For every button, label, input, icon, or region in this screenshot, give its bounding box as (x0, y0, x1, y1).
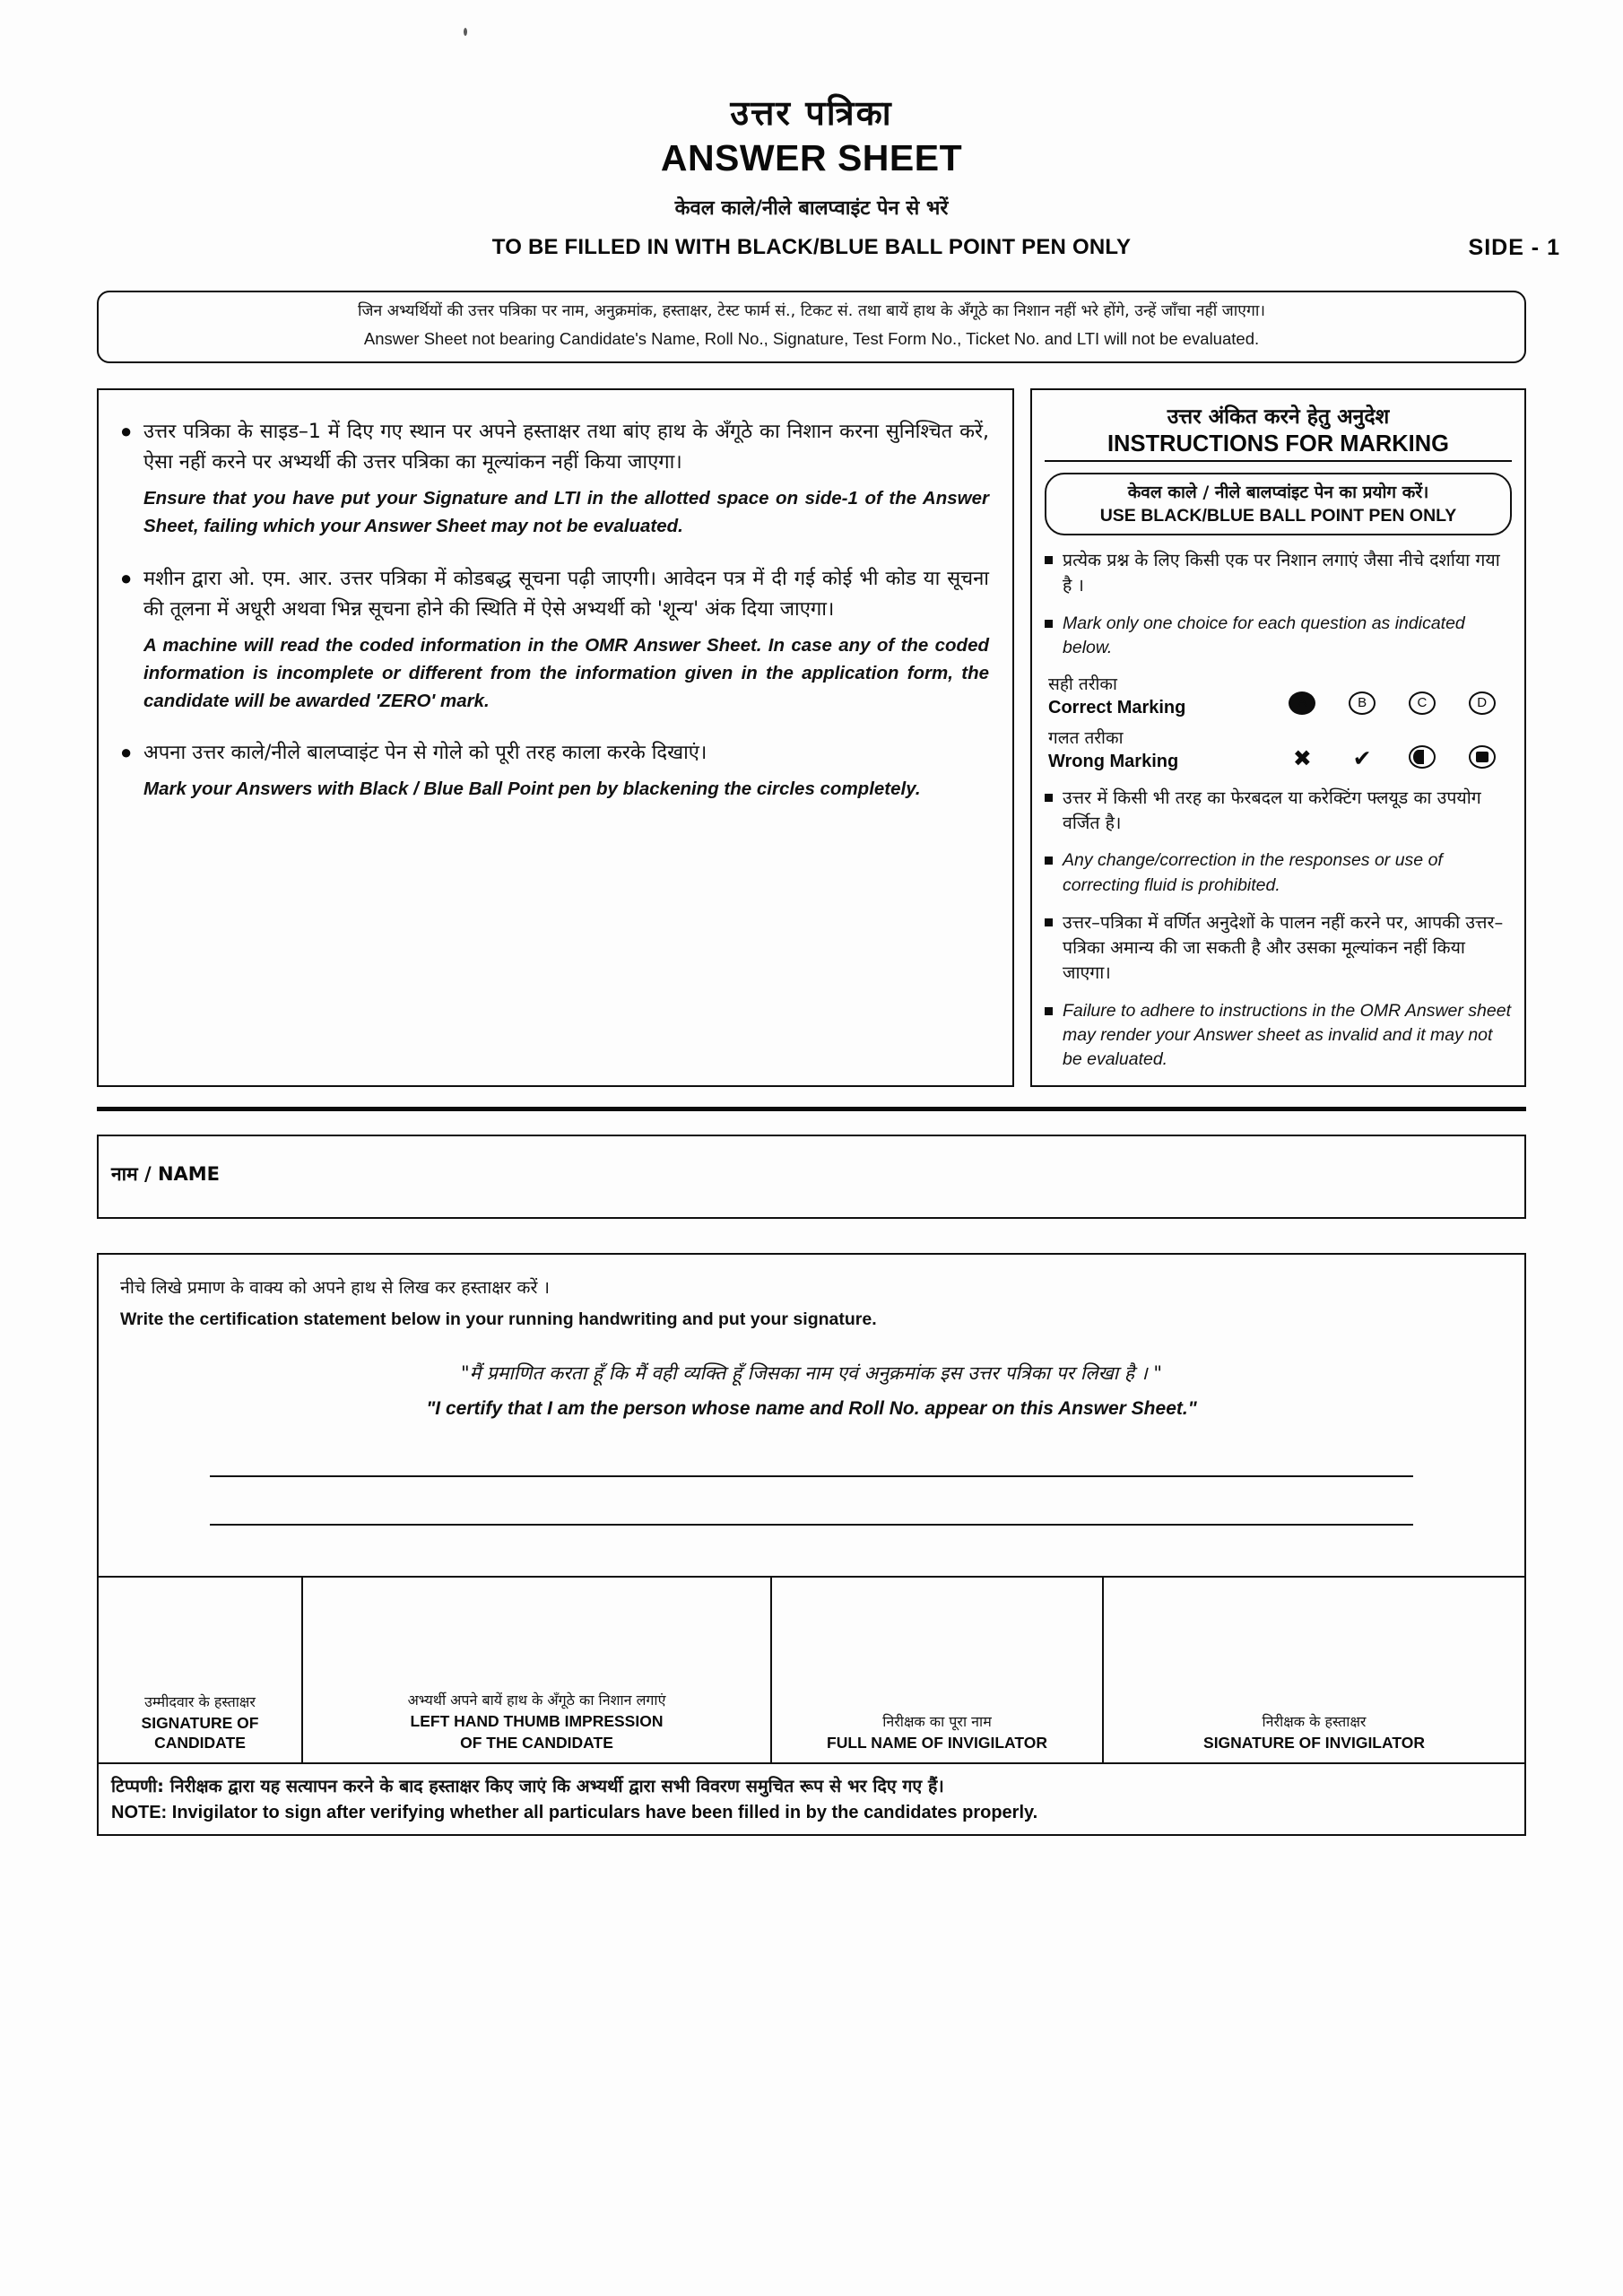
instruction-hindi: उत्तर पत्रिका के साइड–1 में दिए गए स्थान पर अपने हस्ताक्षर तथा बांए हाथ के अँगूठे का निशान करना सुनिश्चित करें, ऐसा नहीं करने पर अभ्यर्थी की उत्तर पत्रिका का मूल्यांकन नहीं किया जाएगा। (143, 421, 989, 474)
handwriting-line-2[interactable] (210, 1524, 1413, 1526)
bullet-dot-icon: ● (120, 566, 133, 589)
certification-box (97, 1253, 1526, 1764)
marking-bullet-body (1063, 612, 1512, 661)
square-bullet-icon (1045, 612, 1063, 661)
scan-speck (464, 28, 467, 36)
notice-hindi: जिन अभ्यर्थियों की उत्तर पत्रिका पर नाम, अनुक्रमांक, हस्ताक्षर, टेस्ट फार्म सं., टिकट सं. तथा बायें हाथ के अँगूठे का निशान नहीं भरे होंगे, उन्हें जाँचा नहीं जाएगा। (357, 301, 1266, 320)
invigilator-name-hindi: निरीक्षक का पूरा नाम (882, 1712, 992, 1730)
pen-notice-english: USE BLACK/BLUE BALL POINT PEN ONLY (1099, 506, 1457, 526)
marking-bullet (1045, 786, 1512, 837)
correct-marking-hindi: सही तरीका (1048, 674, 1117, 695)
instruction-bullet (120, 564, 989, 715)
wrong-marking-labels (1048, 728, 1272, 773)
bubble-d-icon: D (1469, 691, 1496, 715)
bubble-c-icon: C (1409, 691, 1436, 715)
marking-bullet-english: Any change/correction in the responses or use of correcting fluid is prohibited. (1063, 850, 1443, 895)
instruction-hindi: अपना उत्तर काले/नीले बालप्वाइंट पेन से गोले को पूरी तरह काला करके दिखाएं। (143, 742, 707, 765)
instruction-hindi: मशीन द्वारा ओ. एम. आर. उत्तर पत्रिका में कोडबद्ध सूचना पढ़ी जाएगी। आवेदन पत्र में दी गई कोई भी कोड या सूचना की तूलना में अधूरी अथवा भिन्न सूचना होने की स्थिति में ऐसे अभ्यर्थी को 'शून्य' अंक दिया जाएगा। (143, 567, 989, 621)
correct-marking-bubbles (1272, 691, 1512, 719)
wrong-marking-hindi: गलत तरीका (1048, 728, 1124, 749)
title-english: ANSWER SHEET (660, 136, 963, 178)
thumb-impression-cell[interactable] (303, 1578, 772, 1762)
marking-bullet (1045, 612, 1512, 661)
wrong-marking-bubbles (1272, 745, 1512, 773)
notice-box (97, 291, 1526, 364)
title-hindi: उत्तर पत्रिका (730, 93, 893, 133)
instruction-body (143, 564, 989, 715)
square-bullet-icon (1045, 786, 1063, 837)
square-bullet-icon (1045, 999, 1063, 1073)
marking-bullet-body (1063, 786, 1512, 837)
wrong-marking-row (1048, 728, 1512, 773)
thumb-impression-caption (308, 1692, 765, 1753)
thumb-impression-english-line2: OF THE CANDIDATE (460, 1733, 613, 1752)
pen-notice-box (1045, 473, 1512, 535)
bubble-half-filled-icon (1409, 745, 1436, 769)
bubble-a-filled-icon: A (1289, 691, 1315, 715)
marking-bullet (1045, 548, 1512, 599)
invigilator-name-caption (777, 1713, 1097, 1753)
bubble-cross-icon: ✖ (1292, 745, 1312, 771)
bubble-b-icon: B (1349, 691, 1376, 715)
certification-instructions (99, 1255, 1524, 1526)
general-instructions-box (97, 388, 1014, 1086)
bubble-dot-icon (1469, 745, 1496, 769)
page-header (0, 0, 1623, 265)
marking-bullet (1045, 910, 1512, 987)
certification-quote-english: "I certify that I am the person whose name and Roll No. appear on this Answer Sheet." (426, 1397, 1197, 1419)
note-hindi: टिप्पणी: निरीक्षक द्वारा यह सत्यापन करने के बाद हस्ताक्षर किए जाएं कि अभ्यर्थी द्वारा सभी विवरण समुचित रूप से भर दिए गए हैं। (111, 1775, 944, 1796)
invigilator-signature-english: SIGNATURE OF INVIGILATOR (1203, 1733, 1425, 1752)
signature-of-candidate-english: SIGNATURE OF CANDIDATE (141, 1713, 259, 1752)
instruction-english: Mark your Answers with Black / Blue Ball Point pen by blackening the circles completely. (143, 778, 921, 800)
marking-bullet-body (1063, 910, 1512, 987)
invigilator-name-english: FULL NAME OF INVIGILATOR (827, 1733, 1047, 1752)
square-bullet-icon (1045, 548, 1063, 599)
signature-of-candidate-cell[interactable] (99, 1578, 303, 1762)
correct-marking-english: Correct Marking (1048, 698, 1186, 718)
subtitle-hindi: केवल काले/नीले बालप्वाइंट पेन से भरें (674, 196, 949, 220)
correct-marking-row (1048, 674, 1512, 719)
bullet-dot-icon: ● (120, 420, 133, 443)
marking-bullet-hindi: उत्तर में किसी भी तरह का फेरबदल या करेक्टिंग फ्लयूड का उपयोग वर्जित है। (1063, 787, 1481, 834)
marking-instructions-box (1030, 388, 1526, 1086)
marking-bullet-hindi: उत्तर–पत्रिका में वर्णित अनुदेशों के पालन नहीं करने पर, आपकी उत्तर–पत्रिका अमान्य की जा सकती है और उसका मूल्यांकन नहीं किया जाएगा। (1063, 911, 1504, 984)
subtitle-row (0, 235, 1623, 265)
instruction-english: Ensure that you have put your Signature and LTI in the allotted space on side-1 of the Answer Sheet, failing which your Answer Sheet may not be evaluated. (143, 488, 989, 537)
thumb-impression-hindi: अभ्यर्थी अपने बायें हाथ के अँगूठे का निशान लगाएं (407, 1692, 666, 1709)
instruction-bullet (120, 738, 989, 804)
marking-bullet-body (1063, 548, 1512, 599)
marking-bullet (1045, 848, 1512, 898)
instruction-bullet (120, 417, 989, 541)
marking-bullet (1045, 999, 1512, 1073)
marking-bullet-body (1063, 999, 1512, 1073)
name-field-box[interactable] (97, 1135, 1526, 1219)
thumb-impression-english: LEFT HAND THUMB IMPRESSION (410, 1711, 664, 1730)
marking-bullet-english: Mark only one choice for each question as indicated below. (1063, 613, 1465, 658)
marking-bullet-english: Failure to adhere to instructions in the OMR Answer sheet may render your Answer sheet as invalid and it may not be evaluated. (1063, 1000, 1512, 1070)
square-bullet-icon (1045, 848, 1063, 898)
invigilator-signature-cell[interactable] (1104, 1578, 1524, 1762)
marking-bullet-hindi: प्रत्येक प्रश्न के लिए किसी एक पर निशान लगाएं जैसा नीचे दर्शाया गया है । (1063, 550, 1500, 596)
marking-bullet-body (1063, 848, 1512, 898)
signature-of-candidate-caption (104, 1693, 296, 1753)
section-divider (97, 1107, 1526, 1111)
certification-instruction-hindi: नीचे लिखे प्रमाण के वाक्य को अपने हाथ से लिख कर हस्ताक्षर करें । (120, 1276, 551, 1298)
instruction-body (143, 738, 989, 804)
certification-quote-hindi: "मैं प्रमाणित करता हूँ कि मैं वही व्यक्ति हूँ जिसका नाम एवं अनुक्रमांक इस उत्तर पत्रिका पर लिखा है । " (460, 1361, 1162, 1384)
instruction-body (143, 417, 989, 541)
marking-title-english: INSTRUCTIONS FOR MARKING (1045, 431, 1512, 462)
invigilator-name-cell[interactable] (772, 1578, 1104, 1762)
instructions-section (97, 388, 1526, 1086)
bullet-dot-icon: ● (120, 741, 133, 764)
bubble-tick-icon: ✔ (1352, 745, 1372, 771)
square-bullet-icon (1045, 910, 1063, 987)
side-label: SIDE - 1 (1468, 234, 1560, 260)
note-english: NOTE: Invigilator to sign after verifying whether all particulars have been filled in by the candidates properly. (111, 1802, 1038, 1822)
signature-row (99, 1576, 1524, 1762)
invigilator-signature-hindi: निरीक्षक के हस्ताक्षर (1262, 1712, 1367, 1730)
marking-title-hindi: उत्तर अंकित करने हेतु अनुदेश (1167, 405, 1390, 430)
instruction-english: A machine will read the coded information in the OMR Answer Sheet. In case any of the coded information is incomplete or different from the information given in the application form, the candidate will be awarded 'ZERO' mark. (143, 635, 989, 711)
certification-instruction-english: Write the certification statement below in your running handwriting and put your signature. (120, 1309, 877, 1329)
marking-examples (1048, 674, 1512, 773)
note-box (97, 1764, 1526, 1836)
correct-marking-labels (1048, 674, 1272, 719)
wrong-marking-english: Wrong Marking (1048, 751, 1179, 771)
pen-notice-hindi: केवल काले / नीले बालप्वांइट पेन का प्रयोग करें। (1127, 483, 1429, 503)
invigilator-signature-caption (1109, 1713, 1519, 1753)
notice-english: Answer Sheet not bearing Candidate's Name, Roll No., Signature, Test Form No., Ticket No. and LTI will not be evaluated. (363, 329, 1260, 349)
name-field-label: नाम / NAME (111, 1162, 221, 1185)
handwriting-line-1[interactable] (210, 1475, 1413, 1477)
subtitle-english: TO BE FILLED IN WITH BLACK/BLUE BALL POINT PEN ONLY (491, 234, 1132, 259)
signature-of-candidate-hindi: उम्मीदवार के हस्ताक्षर (144, 1693, 256, 1711)
